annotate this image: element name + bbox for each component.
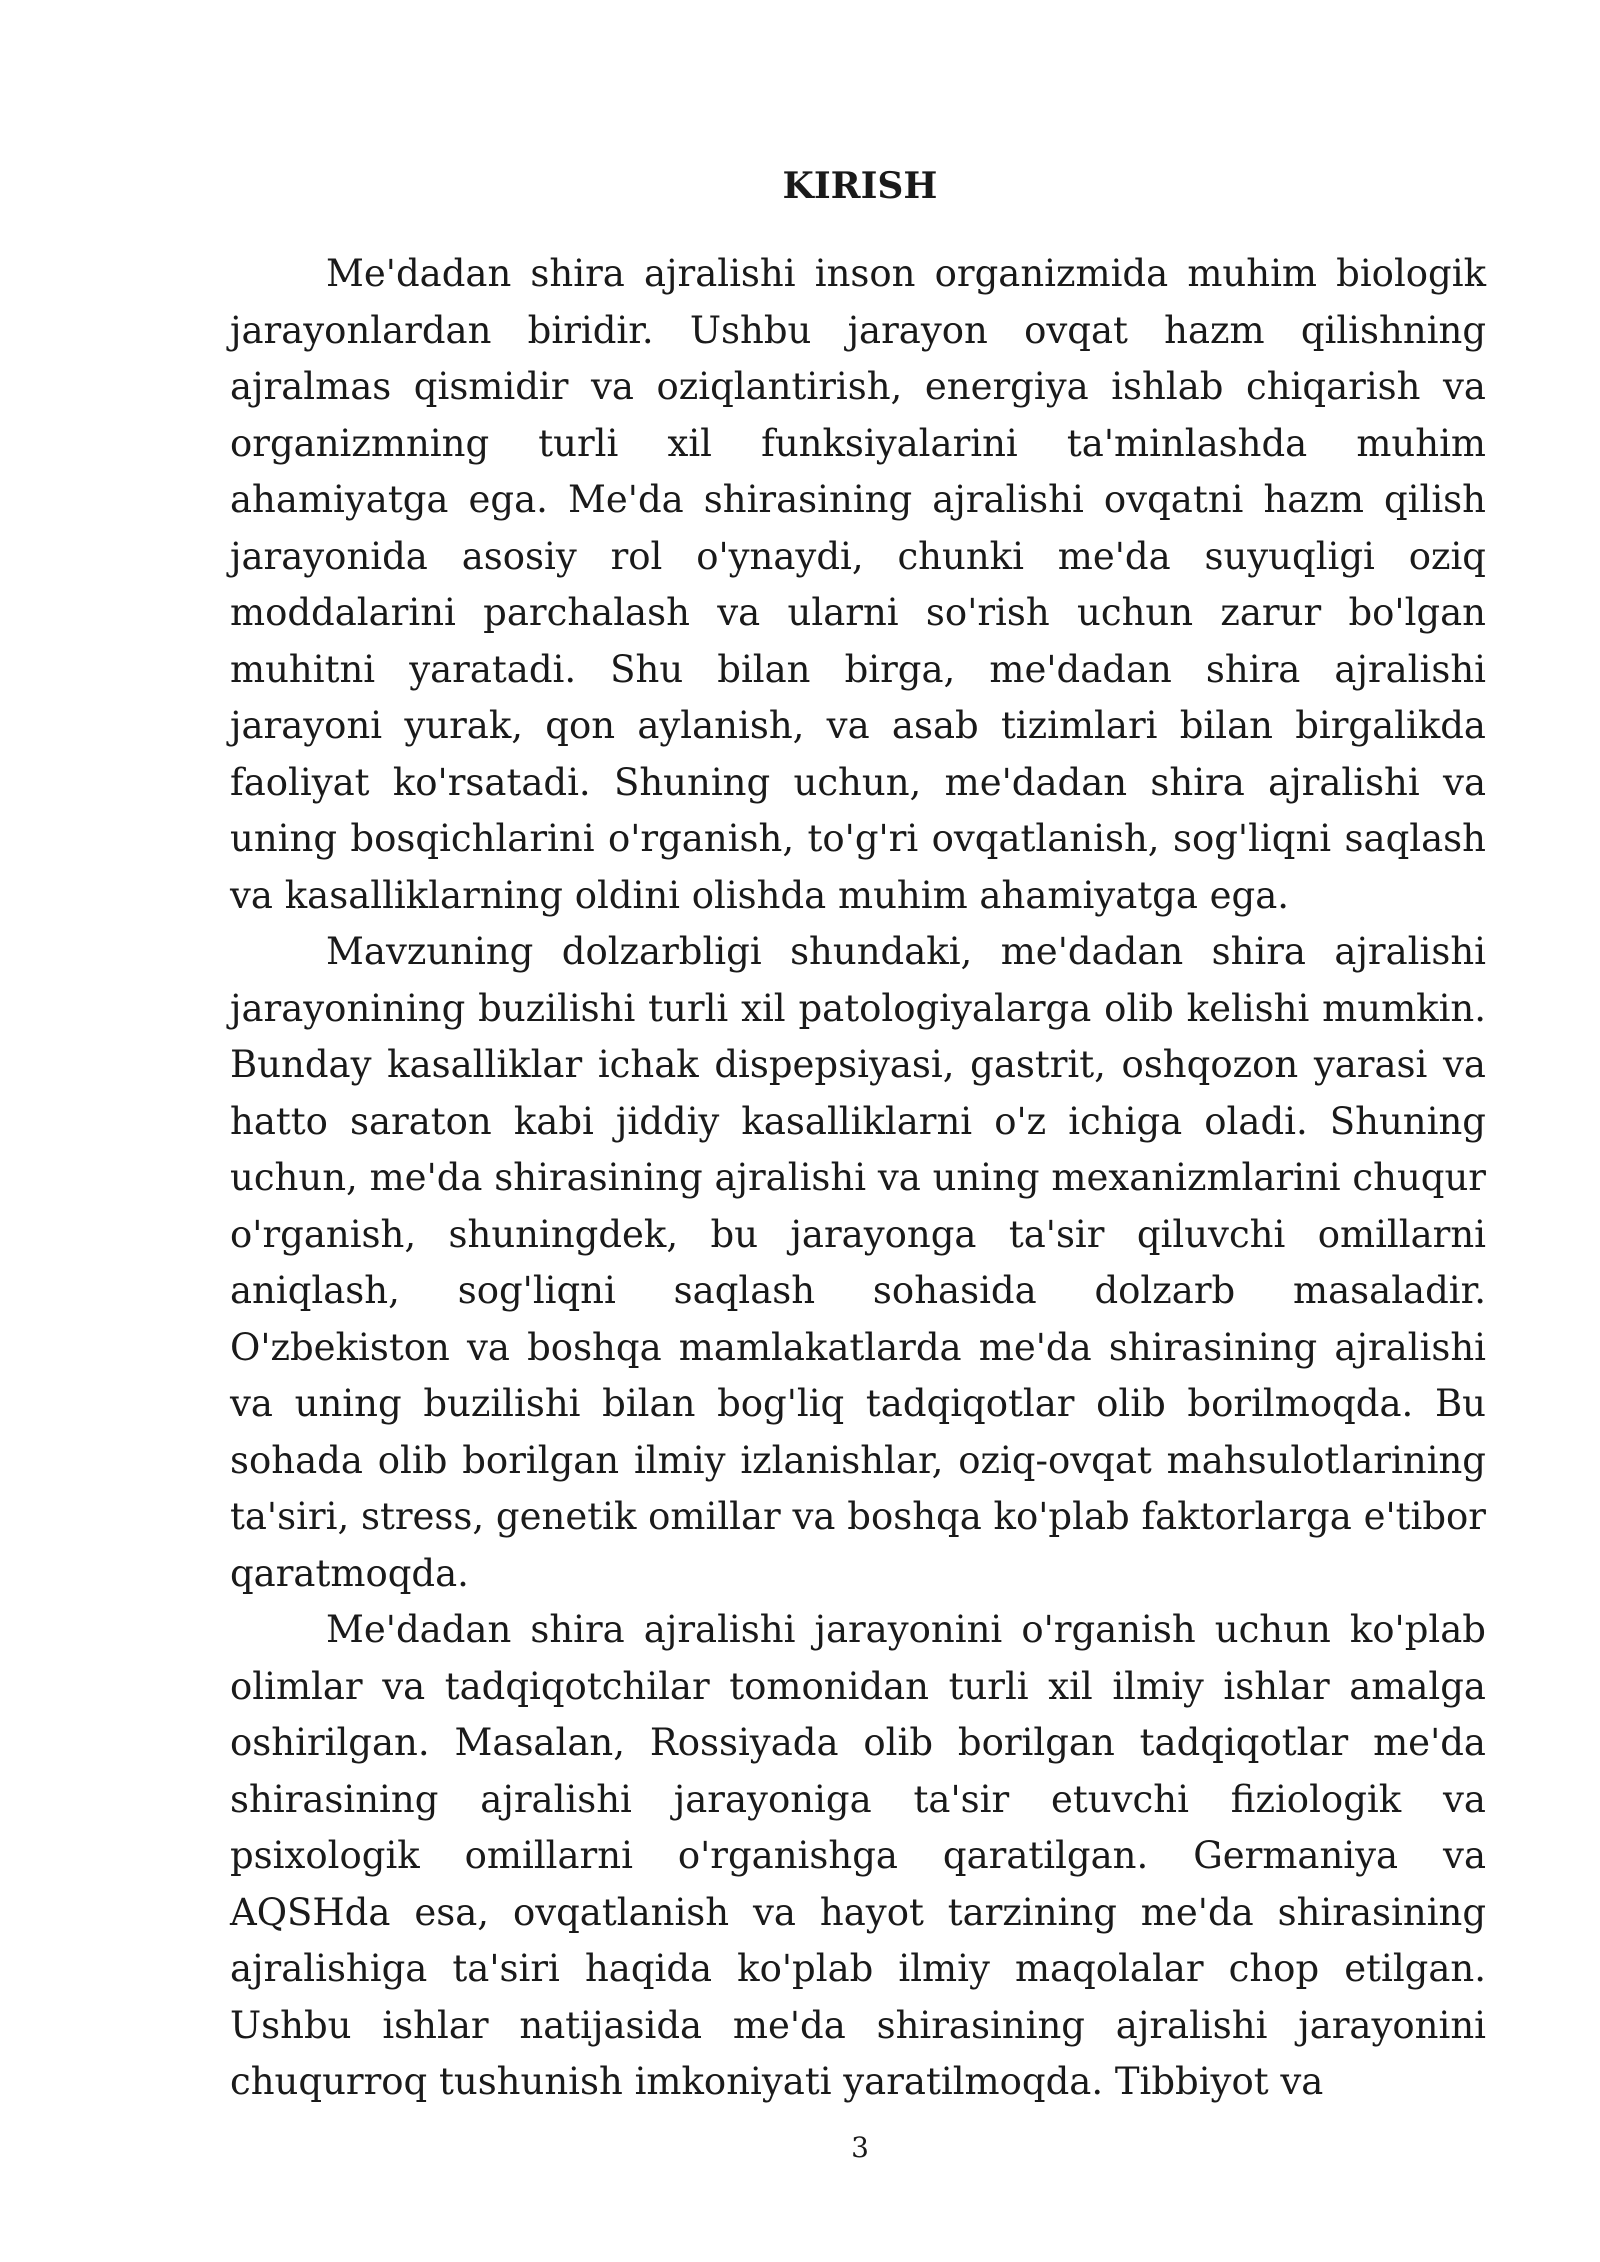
paragraph-3: Me'dadan shira ajralishi jarayonini o'rganish uchun ko'plab olimlar va tadqiqotchilar tomonidan turli xil ilmiy ishlar amalga oshirilgan. Masalan, Rossiyada olib borilgan tadqiqotlar me'da shirasining ajralishi jarayoniga ta'sir etuvchi fiziologik va psixologik omillarni o'rganishga qaratilgan. Germaniya va AQSHda esa, ovqatlanish va hayot tarzining me'da shirasining ajralishiga ta'siri haqida ko'plab ilmiy maqolalar chop etilgan. Ushbu ishlar natijasida me'da shirasining ajralishi jarayonini chuqurroq tushunish imkoniyati yaratilmoqda. Tibbiyot va [230,1608,1486,2103]
paragraph-1: Me'dadan shira ajralishi inson organizmida muhim biologik jarayonlardan biridir. Ushbu jarayon ovqat hazm qilishning ajralmas qismidir va oziqlantirish, energiya ishlab chiqarish va organizmning turli xil funksiyalarini ta'minlashda muhim ahamiyatga ega. Me'da shirasining ajralishi ovqatni hazm qilish jarayonida asosiy rol o'ynaydi, chunki me'da suyuqligi oziq moddalarini parchalash va ularni so'rish uchun zarur bo'lgan muhitni yaratadi. Shu bilan birga, me'dadan shira ajralishi jarayoni yurak, qon aylanish, va asab tizimlari bilan birgalikda faoliyat ko'rsatadi. Shuning uchun, me'dadan shira ajralishi va uning bosqichlarini o'rganish, to'g'ri ovqatlanish, sog'liqni saqlash va kasalliklarning oldini olishda muhim ahamiyatga ega. [230,252,1486,917]
paragraph-2: Mavzuning dolzarbligi shundaki, me'dadan shira ajralishi jarayonining buzilishi turli xil patologiyalarga olib kelishi mumkin. Bunday kasalliklar ichak dispepsiyasi, gastrit, oshqozon yarasi va hatto saraton kabi jiddiy kasalliklarni o'z ichiga oladi. Shuning uchun, me'da shirasining ajralishi va uning mexanizmlarini chuqur o'rganish, shuningdek, bu jarayonga ta'sir qiluvchi omillarni aniqlash, sog'liqni saqlash sohasida dolzarb masaladir. O'zbekiston va boshqa mamlakatlarda me'da shirasining ajralishi va uning buzilishi bilan bog'liq tadqiqotlar olib borilmoqda. Bu sohada olib borilgan ilmiy izlanishlar, oziq-ovqat mahsulotlarining ta'siri, stress, genetik omillar va boshqa ko'plab faktorlarga e'tibor qaratmoqda. [230,930,1486,1595]
page-number: 3 [851,2131,869,2164]
section-title: KIRISH [782,165,938,207]
body-text [230,246,1486,2111]
